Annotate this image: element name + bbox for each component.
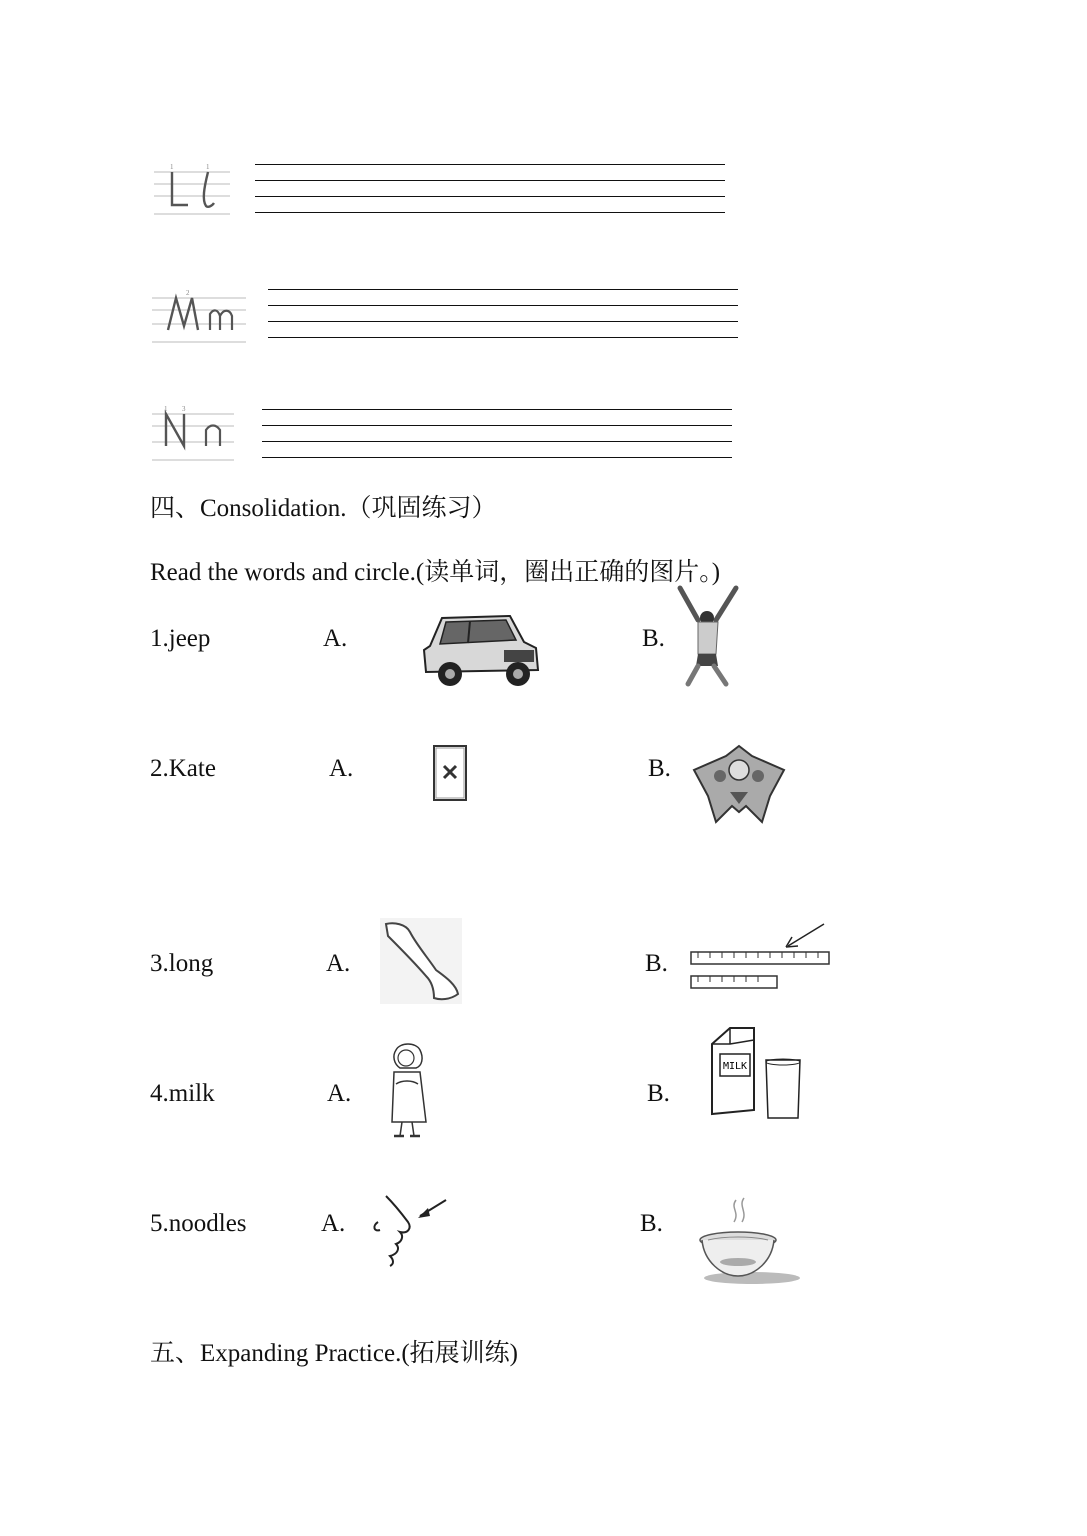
section5-title: 五、Expanding Practice.(拓展训练) — [150, 1340, 518, 1367]
question-word: 4.milk — [150, 1080, 215, 1107]
option-b-label[interactable]: B. — [648, 755, 671, 782]
writing-lines-Ll[interactable] — [255, 164, 725, 214]
option-b-label[interactable]: B. — [645, 950, 668, 977]
option-a-label[interactable]: A. — [321, 1210, 346, 1237]
svg-text:1: 1 — [164, 405, 168, 413]
option-a-label[interactable]: A. — [326, 950, 351, 977]
section4-instruction: Read the words and circle.(读单词，圈出正确的图片。) — [150, 559, 721, 586]
letter-sample-Mm — [150, 286, 248, 348]
letter-sample-Ll — [152, 158, 232, 222]
svg-text:1: 1 — [170, 163, 174, 171]
woman-picture[interactable] — [378, 1040, 436, 1142]
question-word: 3.long — [150, 950, 214, 977]
jeep-car-picture[interactable] — [420, 608, 542, 690]
question-word: 5.noodles — [150, 1210, 247, 1237]
milk-label: MILK — [722, 1061, 748, 1072]
question-word: 1.jeep — [150, 625, 211, 652]
section4-title: 四、Consolidation.（巩固练习） — [150, 495, 497, 522]
nose-picture[interactable] — [368, 1192, 452, 1268]
question-word: 2.Kate — [150, 755, 216, 782]
svg-text:3: 3 — [182, 405, 186, 413]
svg-text:2: 2 — [186, 289, 190, 297]
option-b-label[interactable]: B. — [647, 1080, 670, 1107]
writing-lines-Mm[interactable] — [268, 289, 738, 339]
rulers-picture[interactable] — [688, 920, 834, 992]
svg-text:1: 1 — [206, 163, 210, 171]
bowl-of-noodles-picture[interactable] — [694, 1196, 804, 1286]
kite-picture[interactable] — [690, 742, 788, 826]
option-b-label[interactable]: B. — [640, 1210, 663, 1237]
jumping-girl-picture[interactable] — [670, 584, 742, 692]
option-a-label[interactable]: A. — [323, 625, 348, 652]
broken-image-placeholder-picture[interactable] — [432, 744, 468, 802]
leg-picture[interactable] — [380, 918, 462, 1004]
milk-carton-and-glass-picture[interactable] — [706, 1022, 804, 1122]
letter-sample-Nn — [150, 402, 236, 464]
option-a-label[interactable]: A. — [327, 1080, 352, 1107]
writing-lines-Nn[interactable] — [262, 409, 732, 459]
option-a-label[interactable]: A. — [329, 755, 354, 782]
option-b-label[interactable]: B. — [642, 625, 665, 652]
